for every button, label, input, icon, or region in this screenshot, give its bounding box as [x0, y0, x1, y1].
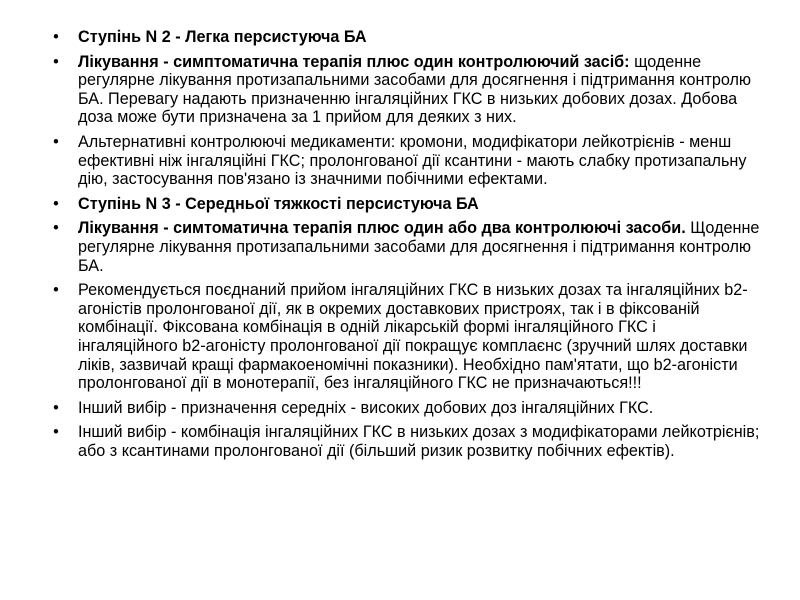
- bullet-icon: •: [53, 281, 59, 300]
- list-item: [50, 399, 760, 418]
- list-item: [50, 28, 760, 47]
- item-text: Рекомендується поєднаний прийом інгаляційних ГКС в низьких дозах та інгаляційних b2-агоністів пролонгованої дії, як в окремих доставкових пристроях, так і в фіксованій комбінації. Фіксована комбінація в одній лікарській формі інгаляційного ГКС і інгаляційного b2-агоністу пролонгованої дії покращує комплаєнс (зручний шлях доставки ліків, зазвичай кращі фармакоеномічні показники). Необхідно пам'ятати, що b2-агоністи пролонгованої дії в монотерапії, без інгаляційного ГКС не призначаються!!!: [78, 281, 748, 393]
- list-item: [50, 423, 760, 460]
- item-text: щоденне регулярне лікування протизапальними засобами для досягнення і підтримання контролю БА. Перевагу надають призначенню інгаляційних ГКС в низьких добових дозах. Добова доза може бути призначена за 1 прийом для деяких з них.: [78, 52, 752, 127]
- bullet-icon: •: [53, 28, 59, 46]
- item-text: Альтернативні контролюючі медикаменти: кромони, модифікатори лейкотрієнів - менш ефективні ніж інгаляційні ГКС; пролонгованої дії ксантини - мають слабку протизапальну дію, застосування пов'язано із значними побічними ефектами.: [78, 132, 747, 189]
- item-text: Щоденне регулярне лікування протизапальними засобами для досягнення і підтримання контролю БА.: [78, 219, 760, 275]
- list-item: [50, 219, 760, 275]
- item-bold-text: Ступінь N 2 - Легка персистуюча БА: [78, 28, 367, 46]
- bullet-icon: •: [53, 194, 59, 213]
- item-text: Інший вибір - призначення середніх - високих добових доз інгаляційних ГКС.: [78, 398, 654, 417]
- list-item: [50, 195, 760, 214]
- bullet-icon: •: [53, 398, 59, 417]
- item-bold-text: Лікування - симптоматична терапія плюс один контролюючий засіб:: [78, 52, 630, 71]
- list-item: [50, 133, 760, 189]
- list-item: [50, 281, 760, 393]
- bullet-icon: •: [53, 423, 59, 442]
- bullet-list: [50, 28, 760, 460]
- item-bold-text: Лікування - симтоматична терапія плюс один або два контролюючі засоби.: [78, 219, 686, 238]
- item-bold-text: Ступінь N 3 - Середньої тяжкості персистуюча БА: [78, 194, 479, 213]
- bullet-icon: •: [53, 219, 59, 238]
- bullet-icon: •: [53, 132, 59, 151]
- item-text: Інший вибір - комбінація інгаляційних ГКС в низьких дозах з модифікаторами лейкотрієнів; або з ксантинами пролонгованої дії (більший ризик розвитку побічних ефектів).: [78, 423, 760, 460]
- bullet-icon: •: [53, 52, 59, 71]
- list-item: [50, 53, 760, 127]
